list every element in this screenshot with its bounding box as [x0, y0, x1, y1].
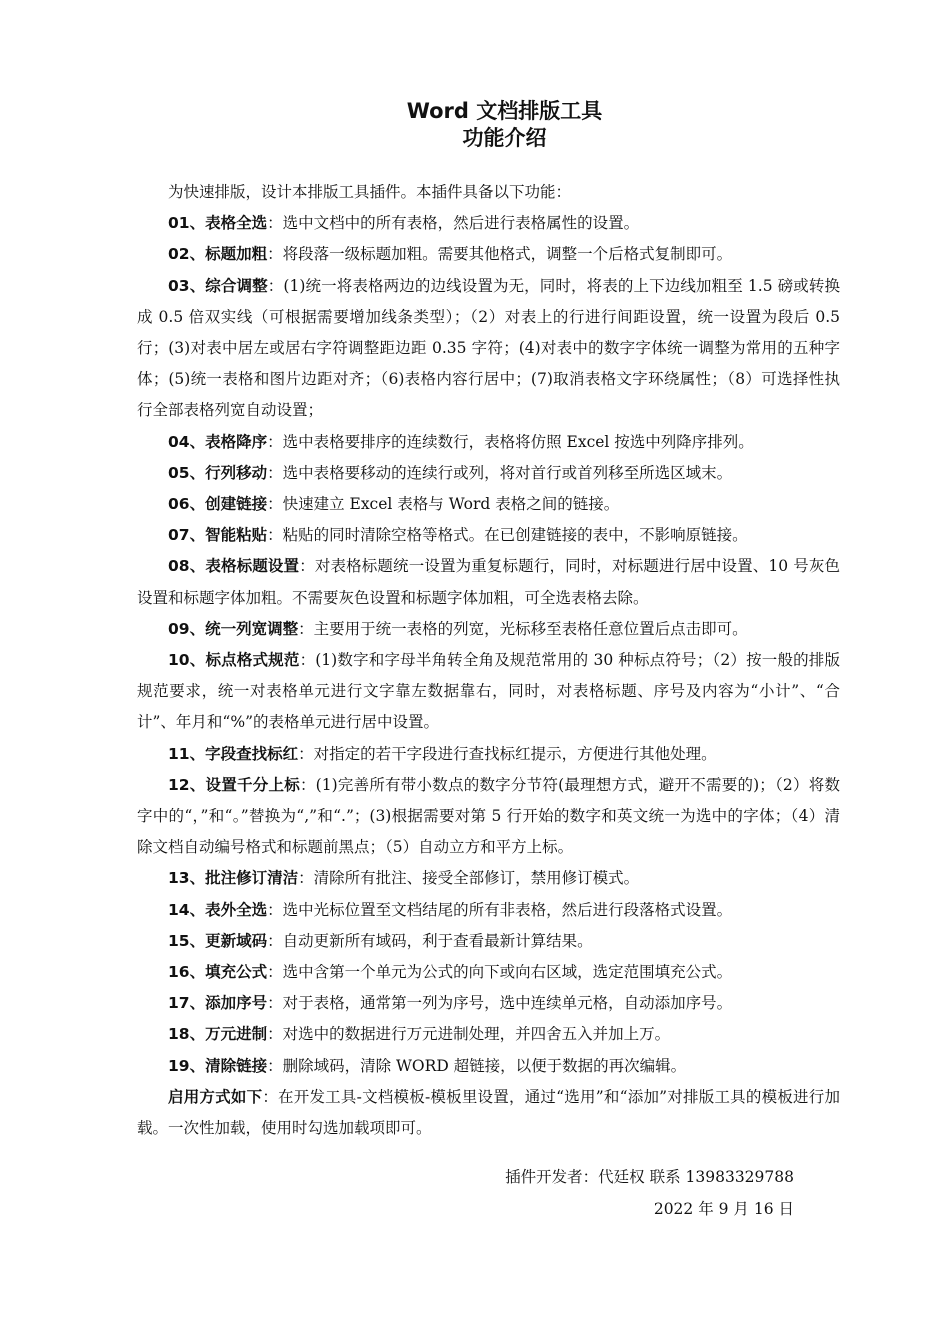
feature-item — [137, 489, 840, 520]
feature-text: ：选中文档中的所有表格，然后进行表格属性的设置。 — [267, 214, 640, 233]
feature-label: 16、填充公式 — [168, 963, 268, 982]
feature-item — [137, 427, 840, 458]
developer-contact: 插件开发者：代廷权 联系 13983329788 — [505, 1168, 794, 1187]
feature-label: 12、设置千分上标 — [168, 775, 300, 794]
feature-item — [137, 645, 840, 739]
feature-item — [137, 1051, 840, 1082]
feature-text: ：(1)数字和字母半角转全角及规范常用的 30 种标点符号；（2）按一般的排版规范要求，统一对表格单元进行文字靠左数据靠右，同时，对表格标题、序号及内容为“小计”、“合计”、年月和“%”的表格单元进行居中设置。 — [137, 651, 840, 732]
feature-label: 09、统一列宽调整 — [168, 619, 299, 638]
feature-text: ：选中表格要移动的连续行或列，将对首行或首列移至所选区域末。 — [267, 463, 733, 482]
feature-label: 13、批注修订清洁 — [168, 869, 299, 888]
feature-list — [137, 208, 840, 1082]
feature-item — [137, 551, 840, 613]
feature-text: ：删除域码，清除 WORD 超链接，以便于数据的再次编辑。 — [267, 1056, 687, 1075]
feature-text: ：选中含第一个单元为公式的向下或向右区域，选定范围填充公式。 — [267, 963, 733, 982]
feature-label: 15、更新域码 — [168, 931, 268, 950]
feature-item — [137, 926, 840, 957]
feature-item — [137, 957, 840, 988]
title-line-2: 功能介绍 — [462, 126, 547, 150]
feature-text: ：对指定的若干字段进行查找标红提示，方便进行其他处理。 — [298, 744, 717, 763]
feature-item — [137, 863, 840, 894]
usage-text: ：在开发工具-文档模板-模板里设置，通过“选用”和“添加”对排版工具的模板进行加载。一次性加载，使用时勾选加载项即可。 — [137, 1087, 840, 1138]
feature-label: 19、清除链接 — [168, 1056, 268, 1075]
feature-label: 05、行列移动 — [168, 463, 268, 482]
feature-text: ：对选中的数据进行万元进制处理，并四舍五入并加上万。 — [267, 1025, 671, 1044]
feature-label: 06、创建链接 — [168, 495, 268, 514]
feature-item — [137, 458, 840, 489]
feature-label: 18、万元进制 — [168, 1025, 268, 1044]
feature-label: 04、表格降序 — [168, 432, 268, 451]
feature-item — [137, 1019, 840, 1050]
document-date: 2022 年 9 月 16 日 — [653, 1199, 794, 1218]
feature-text: ：(1)统一将表格两边的边线设置为无，同时，将表的上下边线加粗至 1.5 磅或转换成 0.5 倍双实线（可根据需要增加线条类型）；（2）对表上的行进行间距设置，统一设置为段后 0.5 行；(3)对表中居左或居右字符调整距边距 0.35 字符；(4)对表中的数字字体统一调整为常用的五种字体；(5)统一表格和图片边距对齐；（6)表格内容行居中；(7)取消表格文字环绕属性；（8）可选择性执行全部表格列宽自动设置； — [137, 276, 840, 420]
feature-text: ：(1)完善所有带小数点的数字分节符(最理想方式，避开不需要的)；（2）将数字中的“，”和“。”替换为“,”和“.”；(3)根据需要对第 5 行开始的数字和英文统一为选中的字体；（4）清除文档自动编号格式和标题前黑点；（5）自动立方和平方上标。 — [137, 775, 840, 857]
feature-label: 03、综合调整 — [168, 276, 268, 295]
feature-label: 01、表格全选 — [168, 214, 268, 233]
feature-text: ：选中光标位置至文档结尾的所有非表格，然后进行段落格式设置。 — [267, 900, 733, 919]
feature-text: ：自动更新所有域码，利于查看最新计算结果。 — [267, 931, 593, 950]
feature-item — [137, 770, 840, 864]
feature-text: ：主要用于统一表格的列宽，光标移至表格任意位置后点击即可。 — [298, 619, 748, 638]
feature-item — [137, 614, 840, 645]
feature-text: ：粘贴的同时清除空格等格式。在已创建链接的表中，不影响原链接。 — [267, 526, 748, 545]
feature-text: ：清除所有批注、接受全部修订，禁用修订模式。 — [298, 869, 640, 888]
intro-paragraph: 为快速排版，设计本排版工具插件。本插件具备以下功能： — [168, 183, 572, 201]
usage-label: 启用方式如下 — [168, 1087, 263, 1106]
feature-text: ：对表格标题统一设置为重复标题行，同时，对标题进行居中设置、10 号灰色设置和标题字体加粗。不需要灰色设置和标题字体加粗，可全选表格去除。 — [137, 557, 840, 607]
feature-item — [137, 208, 840, 239]
feature-label: 10、标点格式规范 — [168, 651, 300, 670]
feature-label: 08、表格标题设置 — [168, 557, 300, 576]
feature-label: 17、添加序号 — [168, 994, 268, 1013]
feature-label: 11、字段查找标红 — [168, 744, 299, 763]
feature-label: 07、智能粘贴 — [168, 526, 268, 545]
feature-text: ：将段落一级标题加粗。需要其他格式，调整一个后格式复制即可。 — [267, 245, 733, 264]
usage-paragraph — [137, 1082, 840, 1144]
title-line-1: Word 文档排版工具 — [406, 99, 603, 123]
feature-item — [137, 520, 840, 551]
feature-item — [137, 739, 840, 770]
feature-text: ：对于表格，通常第一列为序号，选中连续单元格，自动添加序号。 — [267, 994, 733, 1013]
feature-item — [137, 988, 840, 1019]
signature-block — [137, 1162, 840, 1224]
feature-text: ：选中表格要排序的连续数行，表格将仿照 Excel 按选中列降序排列。 — [267, 432, 754, 451]
feature-item — [137, 895, 840, 926]
feature-label: 14、表外全选 — [168, 900, 268, 919]
title-block — [137, 98, 840, 152]
feature-item — [137, 271, 840, 427]
feature-item — [137, 239, 840, 270]
feature-label: 02、标题加粗 — [168, 245, 268, 264]
feature-text: ：快速建立 Excel 表格与 Word 表格之间的链接。 — [267, 495, 620, 514]
